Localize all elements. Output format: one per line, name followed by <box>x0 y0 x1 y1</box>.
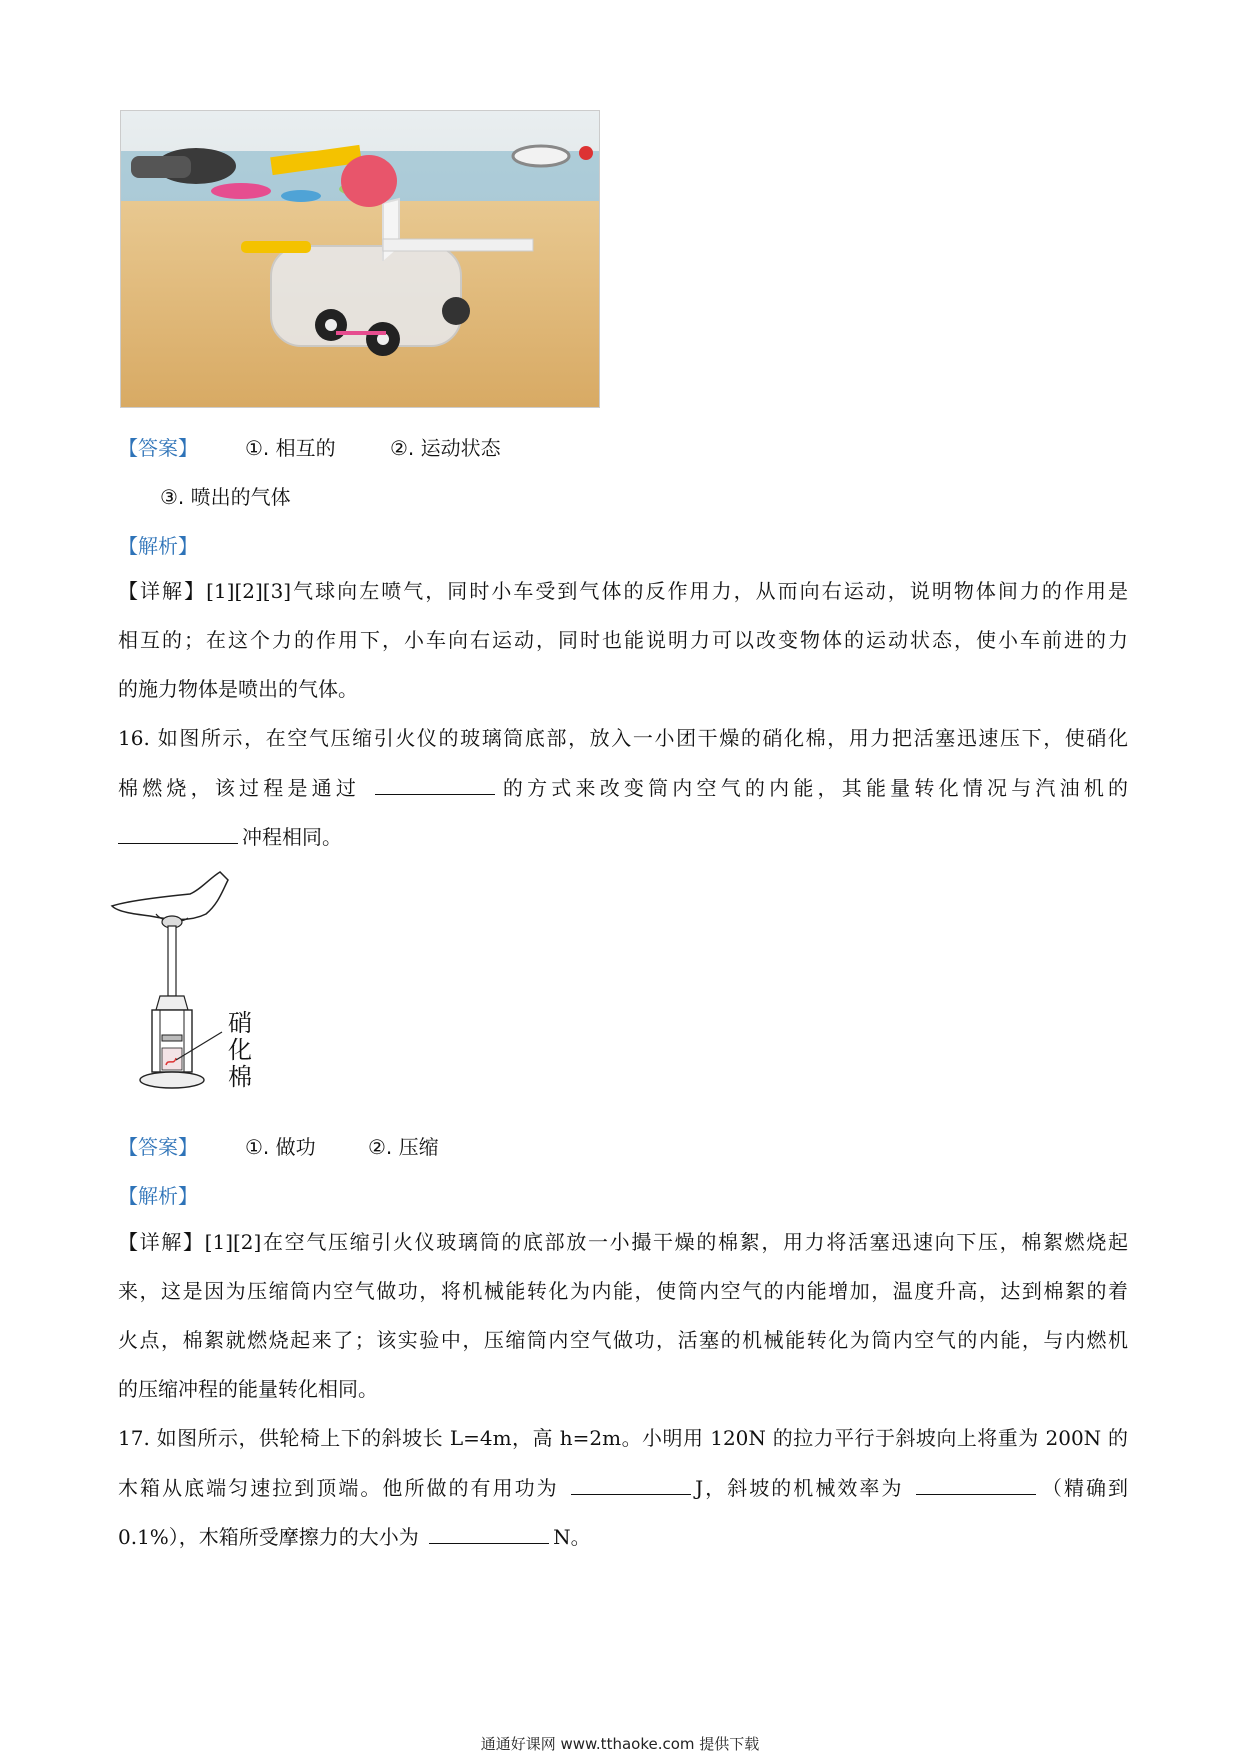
page-footer: 通通好课网 www.tthaoke.com 提供下载 <box>480 1735 760 1753</box>
question-text: （精确到 <box>1039 1476 1129 1500</box>
question-line <box>118 1523 1128 1550</box>
answer-item-1: ①. 相互的 <box>245 436 336 460</box>
answer-item-3: ③. 喷出的气体 <box>160 485 291 509</box>
cotton-label-char: 硝 <box>228 1009 252 1037</box>
question-text: J，斜坡的机械效率为 <box>695 1476 904 1500</box>
question-text: 木箱从底端匀速拉到顶端。他所做的有用功为 <box>118 1476 559 1500</box>
question-text: 0.1%），木箱所受摩擦力的大小为 <box>118 1525 419 1549</box>
answer-item-2: ②. 压缩 <box>368 1135 439 1159</box>
detail-line <box>118 578 1128 604</box>
detail-line: 的施力物体是喷出的气体。 <box>118 677 358 701</box>
answer-blank[interactable] <box>429 1523 549 1544</box>
answer-blank[interactable] <box>916 1474 1036 1495</box>
answer-item-1: ①. 做功 <box>245 1135 316 1159</box>
question-line <box>118 1474 1128 1501</box>
question-text: 的方式来改变筒内空气的内能，其能量转化情况与汽油机的 <box>498 776 1129 800</box>
detail-line <box>118 1229 1128 1255</box>
question-line <box>118 774 1128 801</box>
question-line <box>118 823 1128 850</box>
detail-text: [1][2]在空气压缩引火仪玻璃筒的底部放一小撮干燥的棉絮，用力将活塞迅速向下压，棉絮燃烧起 <box>204 1230 1128 1254</box>
answer-blank[interactable] <box>571 1474 691 1495</box>
answer-item-2: ②. 运动状态 <box>390 436 501 460</box>
question-text: N。 <box>553 1525 591 1549</box>
answer-blank[interactable] <box>118 823 238 844</box>
cotton-label <box>228 1010 258 1091</box>
cotton-label-char: 化 <box>228 1036 252 1064</box>
balloon-car-photo <box>120 110 600 408</box>
detail-text: [1][2][3]气球向左喷气，同时小车受到气体的反作用力，从而向右运动，说明物体间力的作用是 <box>206 579 1129 603</box>
question-line: 16. 如图所示，在空气压缩引火仪的玻璃筒底部，放入一小团干燥的硝化棉，用力把活塞迅速压下，使硝化 <box>118 726 1128 750</box>
detail-tag: 【详解】 <box>118 1230 205 1254</box>
answer-tag: 【答案】 <box>118 1135 198 1159</box>
question-text: 冲程相同。 <box>242 825 342 849</box>
answer-blank[interactable] <box>375 774 495 795</box>
detail-tag: 【详解】 <box>118 579 207 603</box>
analysis-tag: 【解析】 <box>118 534 198 558</box>
detail-line: 来，这是因为压缩筒内空气做功，将机械能转化为内能，使筒内空气的内能增加，温度升高，达到棉絮的着 <box>118 1279 1128 1303</box>
cotton-label-char: 棉 <box>228 1063 252 1091</box>
detail-line: 火点，棉絮就燃烧起来了；该实验中，压缩筒内空气做功，活塞的机械能转化为筒内空气的内能，与内燃机 <box>118 1328 1128 1352</box>
detail-line: 的压缩冲程的能量转化相同。 <box>118 1377 378 1401</box>
question-text: 棉燃烧，该过程是通过 <box>118 776 361 800</box>
detail-line: 相互的；在这个力的作用下，小车向右运动，同时也能说明力可以改变物体的运动状态，使小车前进的力 <box>118 628 1128 652</box>
answer-tag: 【答案】 <box>118 436 198 460</box>
question-line: 17. 如图所示，供轮椅上下的斜坡长 L=4m，高 h=2m。小明用 120N 的拉力平行于斜坡向上将重为 200N 的 <box>118 1426 1128 1450</box>
analysis-tag: 【解析】 <box>118 1184 198 1208</box>
